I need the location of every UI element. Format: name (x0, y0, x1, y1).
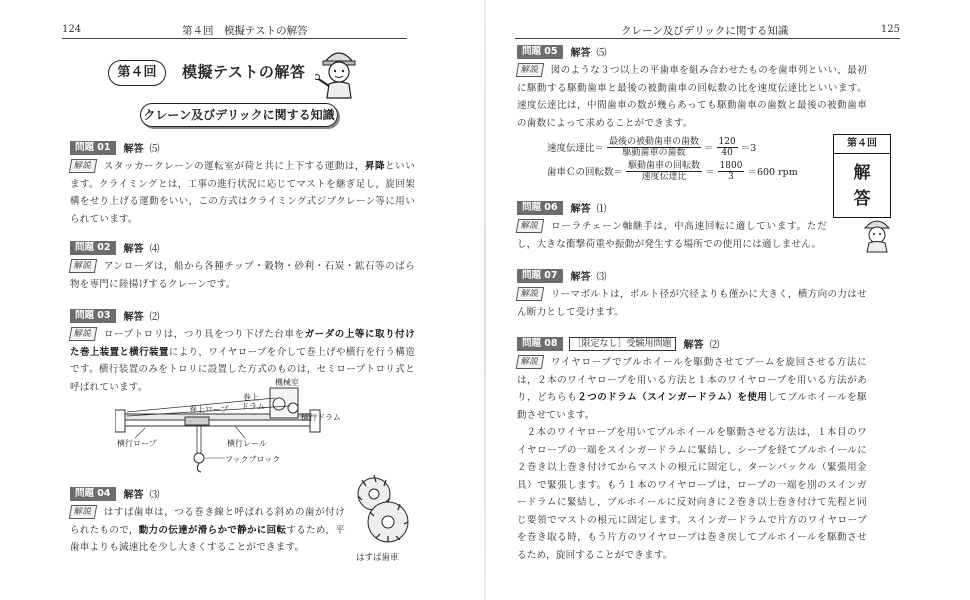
formula-lhs: 歯車Ｃの回転数＝ (547, 167, 624, 178)
left-page-header (62, 20, 407, 39)
answer-value: ⑸ (149, 144, 160, 155)
question-badge: 問題 01 (70, 141, 116, 155)
fraction-denominator: 速度伝達比 (641, 171, 687, 182)
question-01 (70, 140, 415, 228)
label-machine-room: 機械室 (275, 378, 299, 387)
question-07 (517, 268, 867, 321)
formula-equals: ＝ (704, 143, 714, 154)
kaisetsu-label: 解説 (69, 327, 97, 341)
side-tab-char-2: 答 (853, 189, 871, 209)
explanation-text (517, 62, 867, 132)
kaisetsu-label: 解説 (516, 287, 544, 301)
label-hoist-drum-l2: ドラム (241, 402, 265, 411)
answer-value: ⑴ (596, 204, 607, 215)
kaisetsu-label: 解説 (69, 259, 97, 273)
explanation-span: アンローダは，船から各種チップ・穀物・砂利・石炭・鉱石等のばら物を専門に陸揚げするクレーンです。 (70, 261, 415, 290)
right-page-header (515, 20, 900, 39)
question-badge: 問題 07 (517, 269, 563, 283)
answer-label: 解答 (123, 244, 144, 255)
answer-value: ⑸ (596, 48, 607, 59)
section-banner: クレーン及びデリックに関する知識 (140, 103, 338, 127)
explanation-span: により，ワイヤロープを介して巻上げや横行を行う構造です。横行装置のみをトロリに設置した方式のものは，セミロープトロリ式と呼ばれています。 (70, 346, 416, 393)
question-badge: 問題 06 (517, 201, 563, 215)
question-header (517, 336, 867, 351)
kaisetsu-label: 解説 (69, 505, 97, 519)
formula-fraction (607, 137, 701, 158)
explanation-text (70, 158, 415, 228)
explanation-span: 図のような３つ以上の平歯車を組み合わせたものを歯車列といい，最初に駆動する駆動歯車と最後の被動歯車の回転数の比を速度伝達比といいます。速度伝達比は，中間歯車の数が幾らあっても駆動歯車の歯数と最後の被動歯車の歯数によって求めることができます。 (517, 65, 867, 129)
question-05 (517, 44, 867, 182)
kaisetsu-label: 解説 (69, 159, 97, 173)
explanation-span: ロープトロリは，つり具をつり下げた台車を (103, 329, 305, 340)
explanation-paragraph-2: ２本のワイヤロープを用いてブルホイールを駆動させる方法は，１本目のワイヤロープの一端をスインガードラムに緊結し，シーブを経てブルホイールに２巻き以上巻き付けてからマストの根元に固定し，ターンバックル（緊張用金具）で緊張します。もう１本のワイヤロープは，ロープの一端を別のスインガードラムに緊結し，ブルホイールに反対向きに２巻き以上巻き付けて先程と同じ要領でマストの根元に固定します。スインガードラムで片方のワイヤロープを巻き取る時，もう片方のワイヤロープは巻き戻してブルホイールを駆動させるため，旋回することができます。 (517, 427, 867, 561)
question-08 (517, 336, 867, 564)
answer-value: ⑷ (149, 244, 160, 255)
question-header (517, 268, 867, 283)
running-title: 第４回 模擬テストの解答 (182, 25, 308, 37)
label-traverse-rail: 横行レール (227, 439, 267, 448)
question-badge: 問題 03 (70, 309, 116, 323)
explanation-span: ローラチェーン軸継手は，中高速回転に適しています。ただし，大きな衝撃荷重や振動が発生する場所での使用には適しません。 (517, 221, 827, 250)
label-hoist-drum-l1: 巻上 (243, 393, 259, 402)
round-label: 第４回 (108, 60, 166, 86)
formula-speed-ratio (547, 136, 867, 158)
explanation-bold: 昇降 (364, 161, 386, 172)
rope-trolley-diagram (115, 376, 345, 476)
side-tab-char-1: 解 (853, 163, 871, 183)
page-title: 模擬テストの解答 (182, 63, 306, 81)
formula-gear-c-speed (547, 160, 867, 182)
fraction-numerator: 120 (718, 136, 736, 147)
question-badge: 問題 08 (517, 337, 563, 351)
kaisetsu-label: 解説 (516, 355, 544, 369)
question-header (70, 486, 345, 501)
answer-label: 解答 (123, 312, 144, 323)
explanation-bold: ２つのドラム（スインガードラム）を使用 (577, 392, 768, 403)
fraction-denominator: 駆動歯車の歯数 (622, 147, 686, 158)
formula-result: ＝3 (740, 143, 757, 154)
explanation-span: リーマボルトは，ボルト径が穴径よりも僅かに大きく，横方向の力はせん断力として受けます。 (517, 289, 867, 318)
answer-label: 解答 (123, 144, 144, 155)
fraction-numerator: 最後の被動歯車の歯数 (609, 136, 700, 147)
question-header (517, 200, 827, 215)
label-hoist-drum (241, 392, 265, 411)
answer-value: ⑶ (596, 272, 607, 283)
explanation-bold: ガーダの上等に取り付けた巻上装置と横行装置 (70, 329, 415, 358)
explanation-span: ワイヤロープでブルホイールを駆動させてブームを旋回させる方法には，２本のワイヤロープを用いる方法と１本のワイヤロープを用いる方法があり，どちらも (517, 357, 867, 403)
formula-fraction (717, 137, 738, 158)
chapter-side-tab (833, 134, 891, 218)
label-traverse-rope: 横行ロープ (117, 439, 157, 448)
answer-value: ⑵ (149, 312, 160, 323)
question-header (70, 308, 415, 323)
answer-value: ⑶ (149, 490, 160, 501)
answer-label: 解答 (123, 490, 144, 501)
explanation-span: といいます。クライミングとは，工事の進行状況に応じてマストを継ぎ足し，旋回架構をせり上げる運動をいい，この方式はクライミング式ジブクレーン等に用いられています。 (70, 161, 415, 225)
explanation-text (517, 354, 867, 424)
answer-label: 解答 (570, 204, 591, 215)
side-tab-label (834, 154, 890, 212)
fraction-numerator: 駆動歯車の回転数 (628, 160, 701, 171)
question-04 (70, 486, 345, 557)
label-hoist-rope: 巻上ロープ (189, 405, 229, 414)
mascot-worker-icon (315, 42, 363, 100)
explanation-span: してブルホイールを駆動させています。 (517, 392, 867, 421)
answer-label: 解答 (570, 48, 591, 59)
formula-equals: ＝ (705, 167, 715, 178)
kaisetsu-label: 解説 (516, 63, 544, 77)
label-traverse-drum: 横行ドラム (301, 413, 341, 422)
answer-value: ⑵ (709, 340, 720, 351)
formula-fraction (718, 161, 745, 182)
explanation-text (517, 218, 827, 253)
formula-fraction (626, 161, 702, 182)
question-06 (517, 200, 827, 253)
answer-label: 解答 (570, 272, 591, 283)
label-hook-block: フックブロック (225, 455, 281, 464)
exam-type-tag: ［限定なし］受験用問題 (569, 337, 676, 351)
helical-gear-icon (352, 472, 414, 562)
question-badge: 問題 05 (517, 45, 563, 59)
question-badge: 問題 02 (70, 241, 116, 255)
fraction-denominator: 40 (721, 147, 733, 158)
answer-label: 解答 (683, 340, 704, 351)
explanation-span: スタッカークレーンの運転室が荷と共に上下する運動は， (103, 161, 365, 172)
fraction-denominator: 3 (728, 171, 734, 182)
question-header (517, 44, 867, 59)
kaisetsu-label: 解説 (516, 219, 544, 233)
question-header (70, 140, 415, 155)
question-header (70, 240, 415, 255)
explanation-span: するため，平歯車よりも減速比を少し大きくすることができます。 (70, 524, 345, 553)
explanation-text (70, 504, 345, 557)
page-number: 125 (880, 24, 900, 35)
formula-lhs: 速度伝達比＝ (547, 143, 605, 154)
page-number: 124 (62, 24, 82, 35)
right-page (485, 0, 970, 600)
side-tab-round: 第４回 (834, 135, 890, 154)
explanation-span: はすば歯車は，つる巻き線と呼ばれる斜めの歯が付けられたもので， (70, 507, 345, 536)
mascot-small-icon (857, 214, 897, 254)
explanation-text (70, 258, 415, 293)
formula-result: ＝600 rpm (747, 167, 798, 178)
fraction-numerator: 1800 (719, 160, 743, 171)
gear-caption: はすば歯車 (356, 553, 399, 562)
question-badge: 問題 04 (70, 487, 116, 501)
explanation-text (517, 286, 867, 321)
explanation-bold: 動力の伝達が滑らかで静かに回転 (138, 524, 287, 536)
question-02 (70, 240, 415, 293)
running-title: クレーン及びデリックに関する知識 (621, 25, 789, 37)
